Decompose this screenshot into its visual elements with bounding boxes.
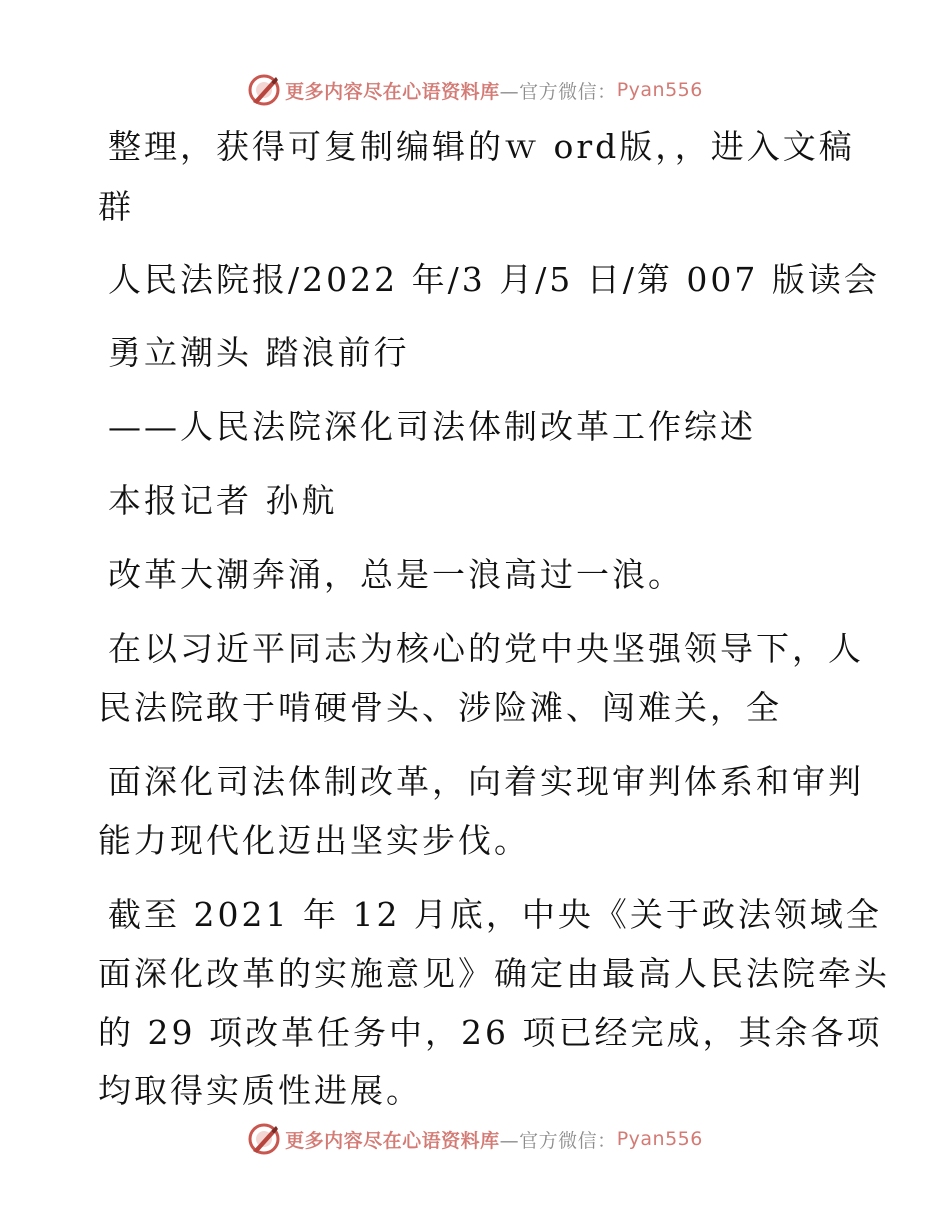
text-line: 的 29 项改革任务中，26 项已经完成，其余各项 <box>98 1013 883 1052</box>
header-watermark <box>0 70 950 110</box>
watermark-wechat-id: Pyan556 <box>616 1128 703 1150</box>
text-line: 均取得实质性进展。 <box>98 1071 422 1110</box>
text-line: 整理，获得可复制编辑的ｗ ord版，，进入文稿 <box>108 127 855 166</box>
text-line: 截至 2021 年 12 月底，中央《关于政法领域全 <box>108 895 882 934</box>
article-subtitle: ——人民法院深化司法体制改革工作综述 <box>108 407 756 446</box>
text-line: 人民法院报/2022 年/3 月/5 日/第 007 版读会 <box>108 260 880 299</box>
pen-logo-icon <box>247 73 281 107</box>
text-line: 面深化改革的实施意见》确定由最高人民法院牵头 <box>98 954 890 993</box>
text-line: 改革大潮奔涌，总是一浪高过一浪。 <box>108 555 684 594</box>
text-line: 民法院敢于啃硬骨头、涉险滩、闯难关，全 <box>98 688 782 727</box>
text-line: 群 <box>98 187 134 226</box>
article-title: 勇立潮头 踏浪前行 <box>108 333 410 372</box>
watermark-library-text: 更多内容尽在心语资料库 <box>285 1129 500 1152</box>
article-byline: 本报记者 孙航 <box>108 481 338 520</box>
text-line: 能力现代化迈出坚实步伐。 <box>98 821 530 860</box>
footer-watermark <box>0 1119 950 1159</box>
watermark-separator-text: —官方微信： <box>499 80 617 103</box>
watermark-wechat-id: Pyan556 <box>616 79 703 101</box>
text-line: 面深化司法体制改革，向着实现审判体系和审判 <box>108 762 864 801</box>
pen-logo-icon <box>247 1122 281 1156</box>
watermark-library-text: 更多内容尽在心语资料库 <box>285 80 500 103</box>
watermark-separator-text: —官方微信： <box>499 1129 617 1152</box>
text-line: 在以习近平同志为核心的党中央坚强领导下，人 <box>108 629 864 668</box>
